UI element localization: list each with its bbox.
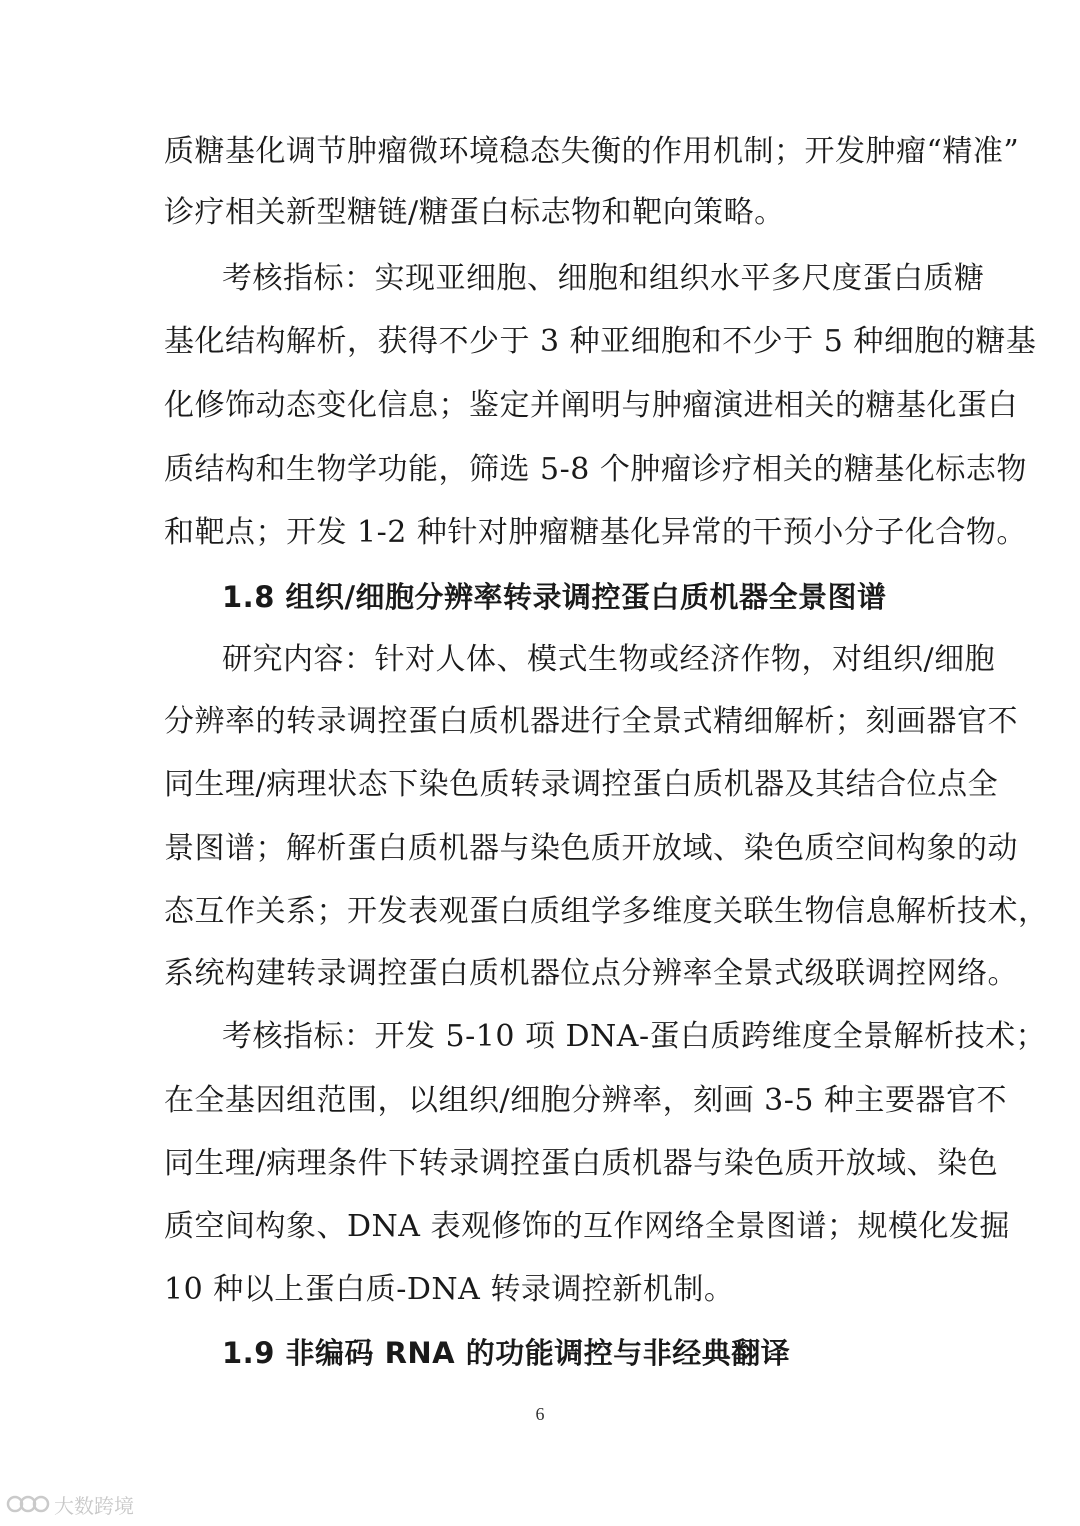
paragraph-line: 研究内容：针对人体、模式生物或经济作物，对组织/细胞 — [222, 642, 996, 677]
paragraph-line: 质空间构象、DNA 表观修饰的互作网络全景图谱；规模化发掘 — [164, 1209, 1011, 1244]
paragraph-line: 10 种以上蛋白质-DNA 转录调控新机制。 — [164, 1272, 735, 1307]
paragraph-line: 和靶点；开发 1-2 种针对肿瘤糖基化异常的干预小分子化合物。 — [164, 515, 1027, 550]
paragraph-line: 分辨率的转录调控蛋白质机器进行全景式精细解析；刻画器官不 — [164, 704, 1018, 739]
watermark-text: 大数跨境 — [54, 1493, 134, 1518]
watermark — [6, 1488, 134, 1520]
paragraph-line: 同生理/病理条件下转录调控蛋白质机器与染色质开放域、染色 — [164, 1146, 999, 1181]
paragraph-line: 考核指标：开发 5-10 项 DNA-蛋白质跨维度全景解析技术； — [222, 1019, 1047, 1054]
paragraph-line: 诊疗相关新型糖链/糖蛋白标志物和靶向策略。 — [164, 195, 785, 230]
watermark-logo-icon — [6, 1491, 50, 1517]
paragraph-line: 质结构和生物学功能，筛选 5-8 个肿瘤诊疗相关的糖基化标志物 — [164, 452, 1027, 487]
paragraph-line: 系统构建转录调控蛋白质机器位点分辨率全景式级联调控网络。 — [164, 956, 1018, 991]
paragraph-line: 景图谱；解析蛋白质机器与染色质开放域、染色质空间构象的动 — [164, 831, 1018, 866]
paragraph-line: 考核指标：实现亚细胞、细胞和组织水平多尺度蛋白质糖 — [222, 261, 985, 296]
paragraph-line: 态互作关系；开发表观蛋白质组学多维度关联生物信息解析技术， — [164, 894, 1049, 929]
page-number: 6 — [535, 1404, 545, 1424]
paragraph-line: 质糖基化调节肿瘤微环境稳态失衡的作用机制；开发肿瘤“精准” — [164, 134, 1020, 169]
paragraph-line: 化修饰动态变化信息；鉴定并阐明与肿瘤演进相关的糖基化蛋白 — [164, 388, 1018, 423]
paragraph-line: 同生理/病理状态下染色质转录调控蛋白质机器及其结合位点全 — [164, 767, 999, 802]
paragraph-line: 基化结构解析，获得不少于 3 种亚细胞和不少于 5 种细胞的糖基 — [164, 324, 1037, 359]
section-heading: 1.8 组织/细胞分辨率转录调控蛋白质机器全景图谱 — [222, 580, 887, 614]
section-heading: 1.9 非编码 RNA 的功能调控与非经典翻译 — [222, 1336, 791, 1370]
paragraph-line: 在全基因组范围，以组织/细胞分辨率，刻画 3-5 种主要器官不 — [164, 1083, 1007, 1118]
